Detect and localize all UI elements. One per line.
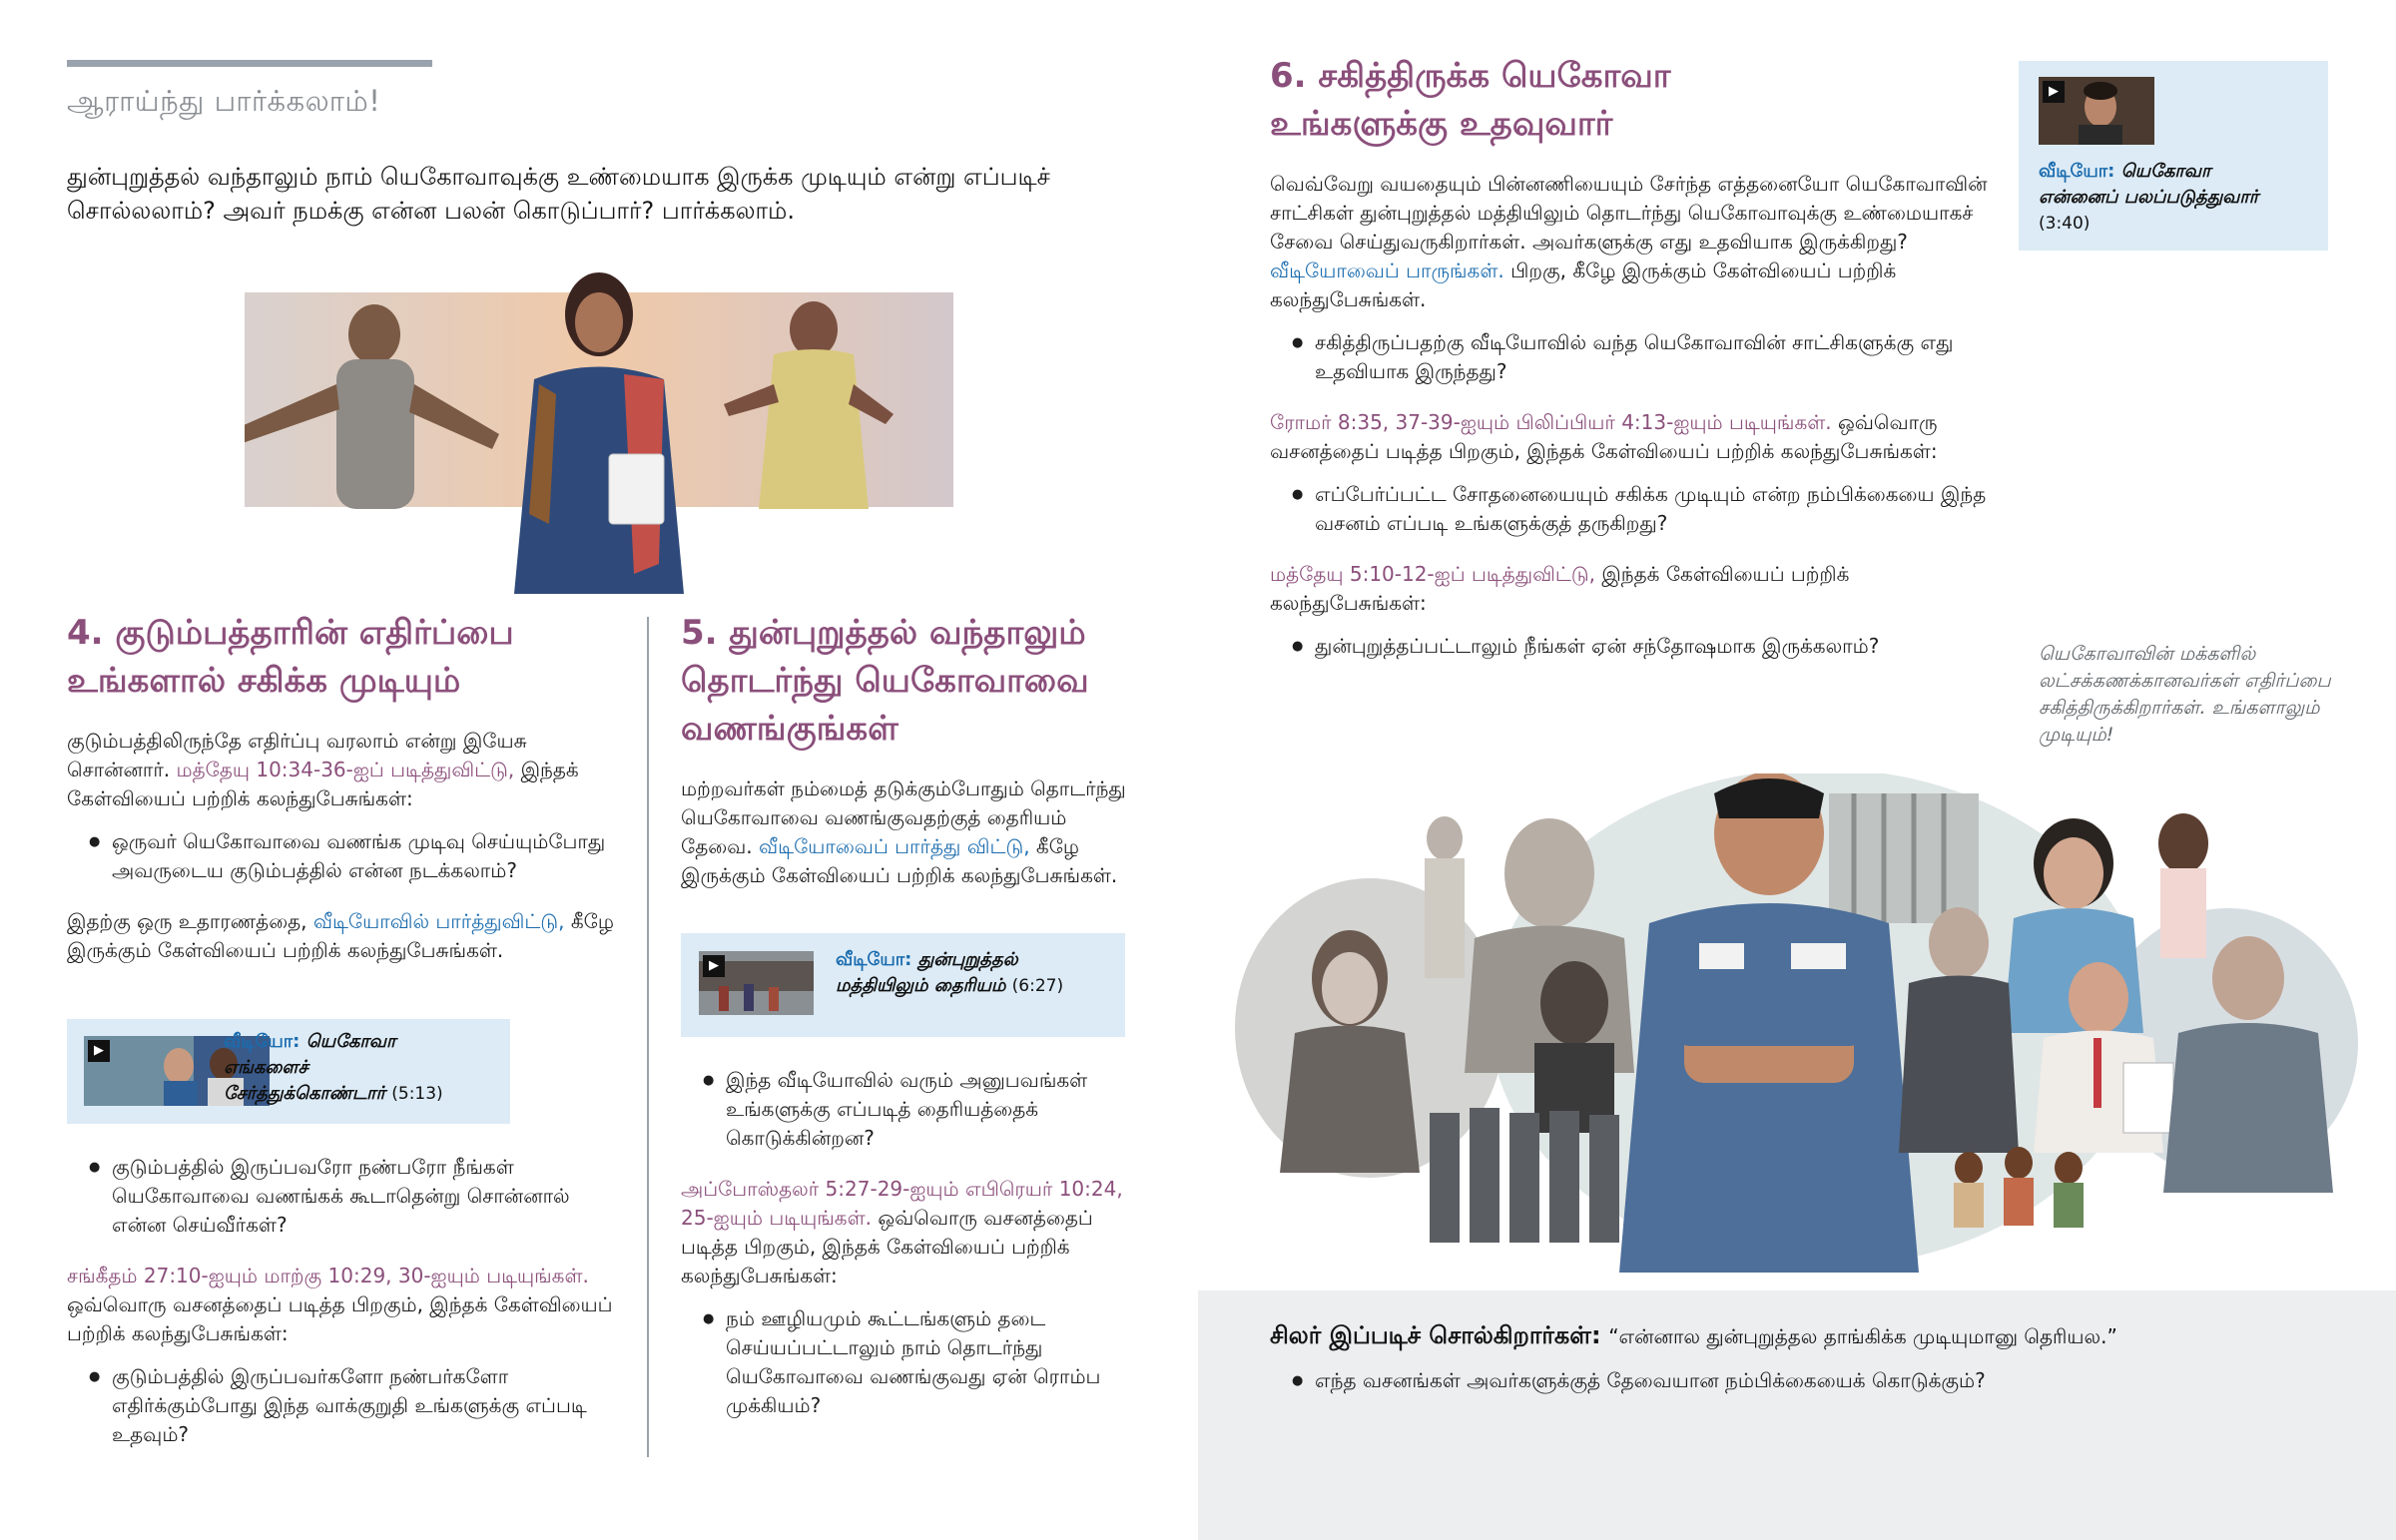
heading-line: 4. குடும்பத்தாரின் எதிர்ப்பை <box>67 613 514 653</box>
video-title-text: துன்புறுத்தல் <box>917 949 1018 970</box>
question-bullet: ● இந்த வீடியோவில் வரும் அனுபவங்கள் உங்களுக்கு எப்படித் தைரியத்தைக் கொடுக்கின்றன? <box>681 1066 1125 1153</box>
video-duration: (6:27) <box>1011 976 1064 996</box>
footer-quote: “என்னால துன்புறுத்தல தாங்கிக்க முடியுமானு தெரியல.” <box>1608 1324 2117 1348</box>
video-card-section-5[interactable] <box>681 933 1125 1037</box>
video-title[interactable] <box>836 947 1120 999</box>
illustration-caption: யெகோவாவின் மக்களில் லட்சக்கணக்கானவர்கள் எதிர்ப்பை சகித்திருக்கிறார்கள். உங்களாலும் முடியும்! <box>2039 643 2331 746</box>
video-card-section-6[interactable] <box>2019 61 2328 251</box>
section-6-para-2 <box>1270 408 1989 466</box>
text: வெவ்வேறு வயதையும் பின்னணியையும் சேர்ந்த எத்தனையோ யெகோவாவின் சாட்சிகள் துன்புறுத்தல் மத்தியிலும் தொடர்ந்து யெகோவாவுக்கு உண்மையாகச் சேவை செய்துவருகிறார்கள். அவர்களுக்கு எது உதவியாக இருக்கிறது? <box>1270 172 1988 254</box>
section-5-para-1 <box>681 774 1130 890</box>
text: கீழே இருக்கும் கேள்வியைப் பற்றிக் கலந்துபேசுங்கள். <box>681 834 1118 887</box>
question-bullet: ● எந்த வசனங்கள் அவர்களுக்குத் தேவையான நம்பிக்கையைக் கொடுக்கும்? <box>1270 1366 2396 1395</box>
video-duration: (3:40) <box>2039 214 2091 234</box>
scripture-link[interactable]: சங்கீதம் 27:10-ஐயும் மாற்கு 10:29, 30-ஐயும் படியுங்கள். <box>67 1264 589 1287</box>
video-title-text: மத்தியிலும் தைரியம் <box>836 975 1006 996</box>
play-icon[interactable]: ▶ <box>2043 81 2065 103</box>
footer-quote-line <box>1270 1318 2368 1353</box>
section-4-para-1 <box>67 727 626 813</box>
heading-line: வணங்குங்கள் <box>681 709 898 749</box>
section-4 <box>67 609 626 965</box>
section-6-para-1 <box>1270 170 1989 314</box>
section-5 <box>681 609 1130 890</box>
video-title-text: யெகோவா <box>2120 161 2211 182</box>
text: குடும்பத்திலிருந்தே எதிர்ப்பு வரலாம் என்று இயேசு சொன்னார். <box>67 729 527 781</box>
video-thumbnail[interactable] <box>2039 77 2154 145</box>
play-icon[interactable]: ▶ <box>703 955 725 977</box>
heading-line: தொடர்ந்து யெகோவாவை <box>681 661 1089 701</box>
scripture-link[interactable]: ரோமர் 8:35, 37-39-ஐயும் பிலிப்பியர் 4:13-ஐயும் படியுங்கள். <box>1270 410 1832 434</box>
scripture-link[interactable]: மத்தேயு 5:10-12-ஐப் படித்துவிட்டு, <box>1270 562 1595 586</box>
heading-line: 6. சகித்திருக்க யெகோவா <box>1270 56 1671 96</box>
witnesses-group-illustration <box>1230 773 2358 1273</box>
section-6-para-3 <box>1270 560 1989 618</box>
question-bullet: ● எப்பேர்ப்பட்ட சோதனையையும் சகிக்க முடியும் என்ற நம்பிக்கையை இந்த வசனம் எப்படி உங்களுக்குத் தருகிறது? <box>1270 480 1989 538</box>
video-link[interactable]: வீடியோவில் பார்த்துவிட்டு, <box>312 909 565 933</box>
text: இந்தக் கேள்வியைப் பற்றிக் கலந்துபேசுங்கள்: <box>67 758 579 810</box>
heading-line: 5. துன்புறுத்தல் வந்தாலும் <box>681 613 1086 653</box>
heading-line: உங்களால் சகிக்க முடியும் <box>67 661 461 701</box>
video-thumbnail[interactable] <box>699 951 814 1015</box>
footer-label: சிலர் இப்படிச் சொல்கிறார்கள்: <box>1270 1321 1601 1349</box>
section-6-heading <box>1270 52 1989 148</box>
play-icon[interactable]: ▶ <box>88 1040 110 1062</box>
family-opposition-illustration <box>245 255 953 594</box>
section-6 <box>1270 52 1989 661</box>
top-rule <box>67 60 432 67</box>
video-link[interactable]: வீடியோவைப் பார்த்து விட்டு, <box>759 834 1030 858</box>
question-bullet: ● ஒருவர் யெகோவாவை வணங்க முடிவு செய்யும்போது அவருடைய குடும்பத்தில் என்ன நடக்கலாம்? <box>67 827 626 885</box>
question-bullet: ● துன்புறுத்தப்பட்டாலும் நீங்கள் ஏன் சந்தோஷமாக இருக்கலாம்? <box>1270 632 1989 661</box>
video-title-text: யெகோவா <box>305 1031 396 1052</box>
text: இதற்கு ஒரு உதாரணத்தை, <box>67 909 313 933</box>
question-bullet: ● குடும்பத்தில் இருப்பவர்களோ நண்பர்களோ எதிர்க்கும்போது இந்த வாக்குறுதி உங்களுக்கு எப்படி உதவும்? <box>67 1362 626 1449</box>
video-duration: (5:13) <box>391 1084 443 1104</box>
heading-line: உங்களுக்கு உதவுவார் <box>1270 104 1613 144</box>
section-5-para-2 <box>681 1175 1125 1290</box>
text: இந்தக் கேள்வியைப் பற்றிக் கலந்துபேசுங்கள்: <box>1270 562 1850 615</box>
text: ஒவ்வொரு வசனத்தைப் படித்த பிறகும், இந்தக் கேள்வியைப் பற்றிக் கலந்துபேசுங்கள்: <box>1270 410 1938 463</box>
kicker-title: ஆராய்ந்து பார்க்கலாம்! <box>67 84 381 118</box>
question-bullet: ● சகித்திருப்பதற்கு வீடியோவில் வந்த யெகோவாவின் சாட்சிகளுக்கு எது உதவியாக இருந்தது? <box>1270 328 1989 386</box>
section-4-heading <box>67 609 626 705</box>
scripture-link[interactable]: மத்தேயு 10:34-36-ஐப் படித்துவிட்டு, <box>176 758 515 781</box>
text: ஒவ்வொரு வசனத்தைப் படித்த பிறகும், இந்தக் கேள்வியைப் பற்றிக் கலந்துபேசுங்கள்: <box>67 1292 613 1345</box>
text: மற்றவர்கள் நம்மைத் தடுக்கும்போதும் தொடர்ந்து யெகோவாவை வணங்குவதற்குத் தைரியம் தேவை. <box>681 776 1126 858</box>
video-title-text: என்னைப் பலப்படுத்துவார் <box>2039 187 2259 208</box>
video-prefix: வீடியோ: <box>2039 161 2115 182</box>
column-divider <box>647 617 649 1457</box>
video-prefix: வீடியோ: <box>224 1031 300 1052</box>
text: கீழே இருக்கும் கேள்வியைப் பற்றிக் கலந்துபேசுங்கள். <box>67 909 614 962</box>
section-4-continued <box>67 1153 626 1449</box>
section-5-continued <box>681 1066 1125 1420</box>
video-prefix: வீடியோ: <box>836 949 912 970</box>
section-5-heading <box>681 609 1130 753</box>
text: பிறகு, கீழே இருக்கும் கேள்வியைப் பற்றிக் கலந்துபேசுங்கள். <box>1270 258 1897 311</box>
video-title[interactable] <box>2039 159 2323 237</box>
video-title-text: எங்களைச் <box>224 1057 308 1078</box>
scripture-link[interactable]: அப்போஸ்தலர் 5:27-29-ஐயும் எபிரெயர் 10:24, 25-ஐயும் படியுங்கள். <box>681 1177 1123 1230</box>
section-4-para-3 <box>67 1262 626 1348</box>
video-card-section-4[interactable] <box>67 1019 510 1124</box>
question-bullet: ● குடும்பத்தில் இருப்பவரோ நண்பரோ நீங்கள் யெகோவாவை வணங்கக் கூடாதென்று சொன்னால் என்ன செய்வீர்கள்? <box>67 1153 626 1240</box>
intro-paragraph: துன்புறுத்தல் வந்தாலும் நாம் யெகோவாவுக்கு உண்மையாக இருக்க முடியும் என்று எப்படிச் சொல்லலாம்? அவர் நமக்கு என்ன பலன் கொடுப்பார்? பார்க்கலாம். <box>67 163 1050 225</box>
footer-panel <box>1198 1290 2396 1540</box>
section-4-para-2 <box>67 907 626 965</box>
question-bullet: ● நம் ஊழியமும் கூட்டங்களும் தடை செய்யப்பட்டாலும் நாம் தொடர்ந்து யெகோவாவை வணங்குவது ஏன் ரொம்ப முக்கியம்? <box>681 1304 1125 1420</box>
video-link[interactable]: வீடியோவைப் பாருங்கள். <box>1270 258 1504 282</box>
video-title[interactable] <box>224 1029 503 1107</box>
text: ஒவ்வொரு வசனத்தைப் படித்த பிறகும், இந்தக் கேள்வியைப் பற்றிக் கலந்துபேசுங்கள்: <box>681 1206 1093 1287</box>
video-title-text: சேர்த்துக்கொண்டார் <box>224 1083 385 1104</box>
